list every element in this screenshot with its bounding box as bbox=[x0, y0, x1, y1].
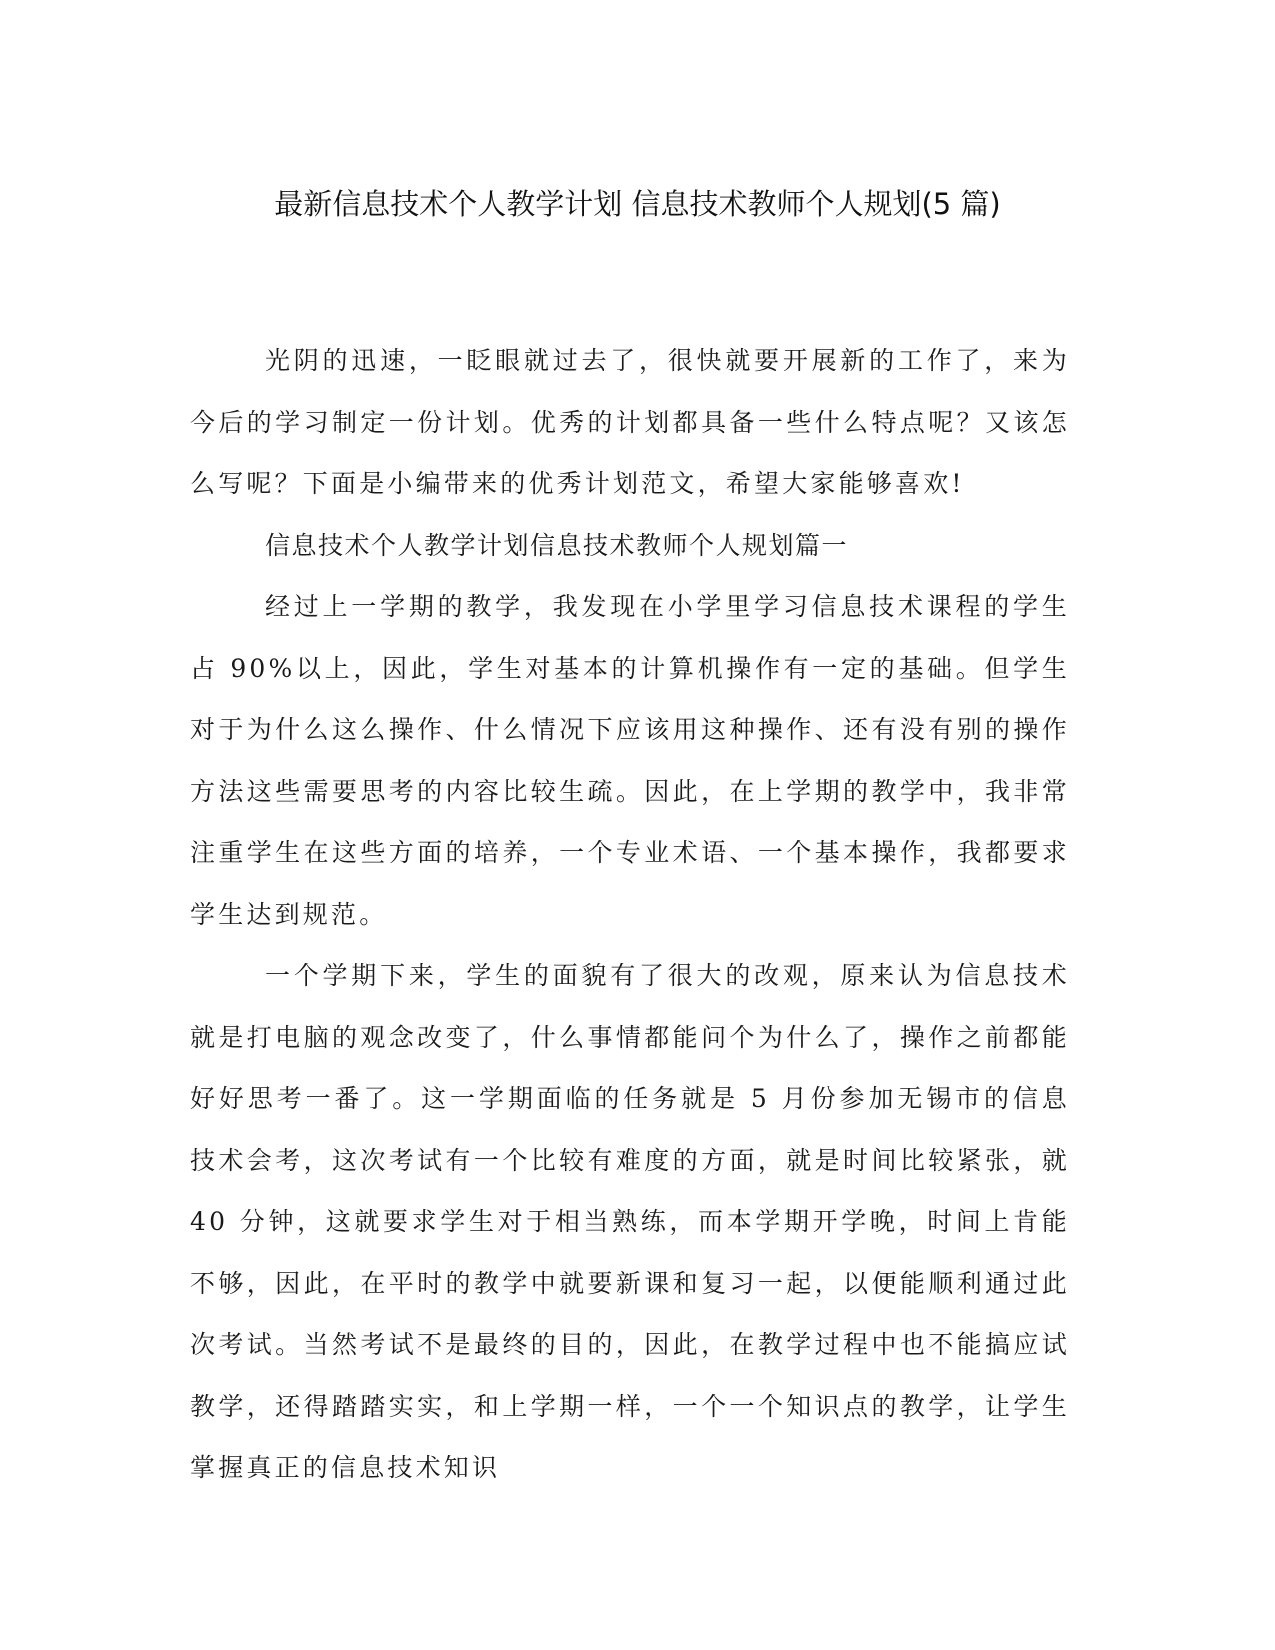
body-paragraph: 一个学期下来，学生的面貌有了很大的改观，原来认为信息技术就是打电脑的观念改变了，什么事情都能问个为什么了，操作之前都能好好思考一番了。这一学期面临的任务就是 5 月份参加无锡市的信息技术会考，这次考试有一个比较有难度的方面，就是时间比较紧张，就 40 分钟，这就要求学生对于相当熟练，而本学期开学晚，时间上肯能不够，因此，在平时的教学中就要新课和复习一起，以便能顺利通过此次考试。当然考试不是最终的目的，因此，在教学过程中也不能搞应试教学，还得踏踏实实，和上学期一样，一个一个知识点的教学，让学生掌握真正的信息技术知识 bbox=[190, 961, 1070, 1482]
document-body bbox=[190, 330, 1070, 1499]
body-paragraph: 经过上一学期的教学，我发现在小学里学习信息技术课程的学生占 90%以上，因此，学生对基本的计算机操作有一定的基础。但学生对于为什么这么操作、什么情况下应该用这种操作、还有没有别的操作方法这些需要思考的内容比较生疏。因此，在上学期的教学中，我非常注重学生在这些方面的培养，一个专业术语、一个基本操作，我都要求学生达到规范。 bbox=[190, 592, 1070, 929]
document-title: 最新信息技术个人教学计划 信息技术教师个人规划(5 篇) bbox=[274, 187, 1001, 221]
section-heading: 信息技术个人教学计划信息技术教师个人规划篇一 bbox=[265, 530, 849, 560]
intro-paragraph: 光阴的迅速，一眨眼就过去了，很快就要开展新的工作了，来为今后的学习制定一份计划。优秀的计划都具备一些什么特点呢？又该怎么写呢？下面是小编带来的优秀计划范文，希望大家能够喜欢! bbox=[190, 346, 1070, 498]
